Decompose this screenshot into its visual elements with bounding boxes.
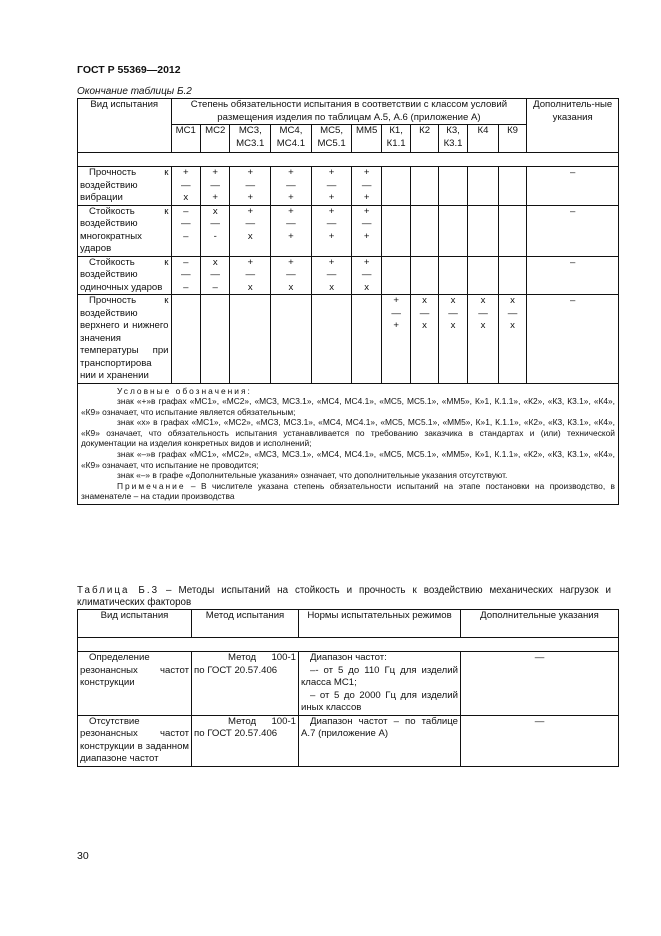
mark-cell — [311, 256, 352, 295]
norm-line: Диапазон частот – по таблице А.7 (приложение А) — [301, 715, 458, 739]
mark-value: — — [210, 269, 221, 280]
norm-line: –- от 5 до 110 Гц для изделий класса МС1; — [301, 664, 458, 688]
mark-cell — [438, 205, 467, 256]
mark-value: — — [391, 307, 401, 319]
mark-cell — [271, 295, 312, 384]
mark-value: х — [247, 281, 253, 293]
test-norms — [299, 715, 461, 766]
mark-cell — [352, 295, 381, 384]
mark-value: + — [363, 205, 370, 217]
table-row — [78, 652, 619, 716]
mark-value: + — [212, 167, 219, 178]
mark-cell — [468, 205, 498, 256]
test-method: Метод 100-1 по ГОСТ 20.57.406 — [192, 652, 299, 716]
class-header: МС1 — [171, 125, 200, 153]
table-row — [78, 256, 619, 295]
mark-value: + — [393, 295, 399, 306]
mark-cell — [352, 205, 381, 256]
mark-value: + — [328, 256, 335, 268]
mark-value: х — [450, 320, 456, 331]
mark-value: + — [363, 192, 370, 203]
caption-label: Таблица Б.3 — [77, 585, 160, 596]
table-row — [78, 205, 619, 256]
mark-cell — [171, 205, 200, 256]
test-method: Метод 100-1 по ГОСТ 20.57.406 — [192, 715, 299, 766]
mark-value: + — [288, 230, 294, 242]
mark-value: — — [361, 269, 372, 280]
mark-cell — [352, 167, 381, 206]
mark-cell — [230, 167, 271, 206]
col-header-class: Степень обязательности испытания в соответствии с классом условий размещения изделия по таблицам А.5, А.6 (приложение А) — [171, 99, 527, 125]
mark-value: — — [245, 218, 256, 229]
class-header: К9 — [498, 125, 527, 153]
mark-value: х — [450, 295, 456, 306]
mark-cell — [200, 167, 229, 206]
mark-value: — — [326, 269, 337, 280]
mark-value: — — [210, 179, 221, 191]
mark-cell — [381, 205, 410, 256]
mark-cell — [171, 295, 200, 384]
mark-value: х — [422, 295, 427, 306]
mark-cell — [381, 295, 410, 384]
mark-value: — — [286, 269, 296, 280]
note-minus: знак «–»в графах «МС1», «МС2», «МС3, МС3.1», «МС4, МС4.1», «МС5, МС5.1», «ММ5», К»1, К.1.1», «К2», «К3, К3.1», «К4», «К9» означает, что испытание не проводится; — [81, 449, 615, 470]
mark-cell — [171, 167, 200, 206]
mark-cell — [411, 205, 438, 256]
table-row — [78, 715, 619, 766]
mark-value: — — [245, 269, 256, 280]
mark-value: х — [329, 281, 334, 293]
note-plus: знак «+»в графах «МС1», «МС2», «МС3, МС3.1», «МС4, МС4.1», «МС5, МС5.1», «ММ5», К»1, К.1.1», «К2», «К3, К3.1», «К4», «К9» означает, что испытание является обязательным; — [81, 396, 615, 417]
mark-value: – — [183, 230, 189, 242]
class-header: К3, К3.1 — [438, 125, 467, 153]
mark-value: — — [419, 307, 430, 319]
mark-value: — — [286, 179, 296, 191]
b3-header-norms: Нормы испытательных режимов — [299, 610, 461, 638]
mark-cell — [311, 167, 352, 206]
mark-cell — [498, 295, 527, 384]
mark-cell — [230, 256, 271, 295]
mark-value: – — [183, 256, 189, 268]
mark-value: — — [326, 179, 337, 191]
mark-value: х — [422, 320, 427, 331]
mark-value: + — [393, 320, 399, 331]
mark-value: х — [510, 295, 515, 306]
mark-cell — [411, 167, 438, 206]
mark-cell — [438, 167, 467, 206]
test-name: Определение резонансных частот конструкции — [78, 652, 192, 716]
mark-value: — — [245, 179, 256, 191]
test-name: Отсутствие резонансных частот конструкции в заданном диапазоне частот — [78, 715, 192, 766]
mark-cell — [200, 256, 229, 295]
mark-value: + — [328, 230, 335, 242]
col-header-extra: Дополнитель-ные указания — [527, 99, 619, 153]
mark-cell — [468, 256, 498, 295]
mark-cell — [468, 295, 498, 384]
mark-value: + — [247, 205, 254, 217]
mark-value: + — [288, 256, 294, 268]
table-b3-caption — [77, 585, 611, 608]
mark-cell — [438, 256, 467, 295]
mark-value: — — [326, 218, 337, 229]
norm-line: Диапазон частот: — [310, 652, 387, 663]
mark-value: х — [480, 320, 486, 331]
mark-cell — [271, 167, 312, 206]
mark-cell — [381, 256, 410, 295]
page-number: 30 — [77, 850, 89, 862]
spacer-row — [78, 638, 619, 652]
mark-cell — [271, 205, 312, 256]
col-header-test: Вид испытания — [78, 99, 172, 153]
mark-value: х — [510, 320, 515, 331]
table-b2 — [77, 98, 619, 505]
mark-cell — [230, 205, 271, 256]
mark-cell — [230, 295, 271, 384]
note-remark — [81, 481, 615, 502]
mark-cell — [411, 295, 438, 384]
mark-cell — [271, 256, 312, 295]
mark-value: + — [247, 192, 254, 203]
note-x: знак «х» в графах «МС1», «МС2», «МС3, МС3.1», «МС4, МС4.1», «МС5, МС5.1», «ММ5», К»1, К.1.1», «К2», «К3, К3.1», «К4», «К9» означает, что обязательность испытания устанавливается по требованию заказчика в стандартах и (или) технической документации на изделия конкретных видов и исполнений; — [81, 417, 615, 449]
test-name: Стойкость к воздействию одиночных ударов — [78, 256, 172, 295]
class-header: МС3, МС3.1 — [230, 125, 271, 153]
caption-text: – Методы испытаний на стойкость и прочность к воздействию механических нагрузок и климатических факторов — [77, 585, 612, 608]
b3-header-test: Вид испытания — [78, 610, 192, 638]
mark-value: + — [328, 192, 335, 203]
mark-cell — [311, 205, 352, 256]
b3-header-extra: Дополнительные указания — [461, 610, 619, 638]
mark-cell — [438, 295, 467, 384]
mark-value: + — [247, 167, 254, 178]
class-header: МС4, МС4.1 — [271, 125, 312, 153]
mark-value: + — [247, 256, 254, 268]
mark-value: + — [363, 230, 370, 242]
mark-value: — — [478, 307, 488, 319]
mark-value: + — [328, 167, 335, 178]
mark-value: + — [363, 256, 370, 268]
class-header: К4 — [468, 125, 498, 153]
table-continuation-caption: Окончание таблицы Б.2 — [77, 86, 192, 97]
mark-value: + — [328, 205, 335, 217]
mark-value: х — [183, 192, 189, 203]
extra-cell: – — [527, 295, 619, 384]
mark-value: — — [507, 307, 518, 319]
mark-value: — — [286, 218, 296, 229]
mark-cell — [352, 256, 381, 295]
test-name: Прочность к воздействию вибрации — [78, 167, 172, 206]
extra-cell: – — [527, 256, 619, 295]
mark-value: — — [180, 269, 191, 280]
mark-cell — [498, 205, 527, 256]
mark-value: — — [210, 218, 221, 229]
mark-cell — [498, 256, 527, 295]
table-notes — [78, 383, 619, 505]
mark-cell — [200, 295, 229, 384]
mark-value: — — [361, 218, 372, 229]
mark-value: х — [212, 256, 218, 268]
mark-value: + — [363, 167, 370, 178]
mark-value: – — [183, 205, 189, 217]
mark-value: — — [180, 218, 191, 229]
extra-cell: — — [461, 715, 619, 766]
class-header: МС2 — [200, 125, 229, 153]
mark-cell — [200, 205, 229, 256]
extra-cell: – — [527, 205, 619, 256]
mark-value: х — [247, 230, 253, 242]
mark-value: + — [288, 167, 294, 178]
class-header: К1, К1.1 — [381, 125, 410, 153]
test-name: Прочность к воздействию верхнего и нижнего значения температуры при транспортирова нии и хранении — [78, 295, 172, 384]
class-header: ММ5 — [352, 125, 381, 153]
mark-value: - — [213, 230, 217, 242]
test-name: Стойкость к воздействию многократных ударов — [78, 205, 172, 256]
mark-value: + — [288, 205, 294, 217]
class-header: К2 — [411, 125, 438, 153]
test-norms — [299, 652, 461, 716]
mark-cell — [171, 256, 200, 295]
class-header: МС5, МС5.1 — [311, 125, 352, 153]
note-dash: знак «–» в графе «Дополнительные указания» означает, что дополнительные указания отсутствуют. — [117, 470, 508, 481]
mark-cell — [311, 295, 352, 384]
mark-value: + — [288, 192, 294, 203]
mark-value: х — [212, 205, 218, 217]
mark-value: х — [288, 281, 294, 293]
mark-cell — [498, 167, 527, 206]
norm-line: – от 5 до 2000 Гц для изделий иных классов — [301, 689, 458, 713]
mark-value: + — [212, 192, 219, 203]
mark-cell — [411, 256, 438, 295]
mark-value: – — [183, 281, 189, 293]
mark-value: – — [212, 281, 218, 293]
notes-title: Условные обозначения: — [117, 385, 252, 396]
extra-cell: — — [461, 652, 619, 716]
spacer-row — [78, 153, 619, 167]
mark-value: х — [364, 281, 370, 293]
table-row — [78, 167, 619, 206]
extra-cell: – — [527, 167, 619, 206]
table-b3 — [77, 609, 619, 767]
mark-value: х — [480, 295, 486, 306]
mark-value: + — [182, 167, 189, 178]
remark-label: Примечание — [117, 480, 186, 491]
table-row — [78, 295, 619, 384]
remark-text: – В числителе указана степень обязательности испытаний на этапе постановки на производство, в знаменателе – на стадии производства — [81, 480, 616, 502]
mark-cell — [468, 167, 498, 206]
mark-value: — — [180, 179, 191, 191]
mark-value: — — [361, 179, 372, 191]
mark-cell — [381, 167, 410, 206]
document-header: ГОСТ Р 55369—2012 — [77, 64, 181, 76]
b3-header-method: Метод испытания — [192, 610, 299, 638]
mark-value: — — [448, 307, 458, 319]
